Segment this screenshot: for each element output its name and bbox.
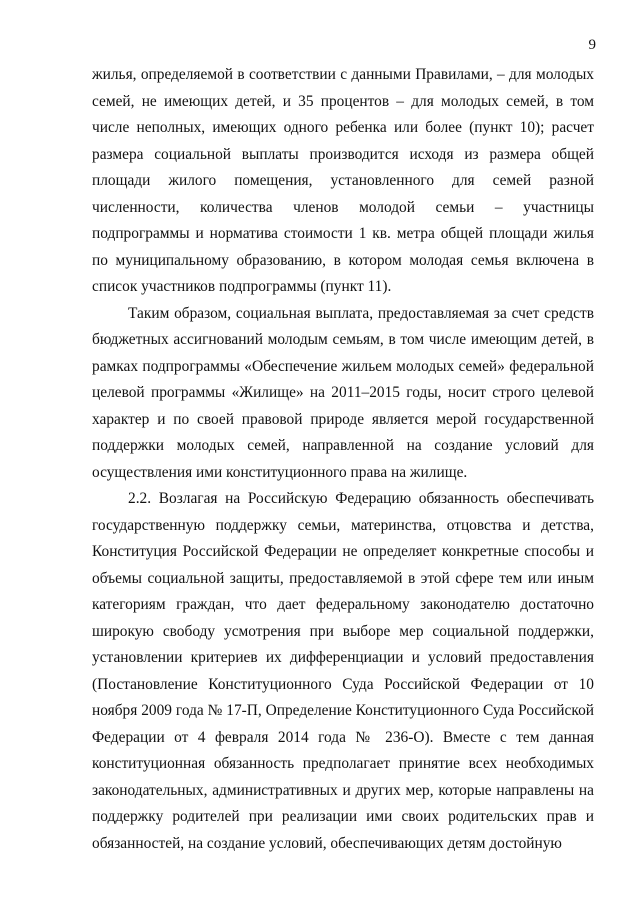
document-body xyxy=(92,62,594,857)
paragraph-section-2-2: 2.2. Возлагая на Российскую Федерацию обязанность обеспечивать государственную поддержку семьи, материнства, отцовства и детства, Конституция Российской Федерации не определяет конкретные способы и объемы социальной защиты, предоставляемой в этой сфере тем или иным категориям граждан, что дает федеральному законодателю достаточно широкую свободу усмотрения при выборе мер социальной поддержки, установлении критериев их дифференциации и условий предоставления (Постановление Конституционного Суда Российской Федерации от 10 ноября 2009 года № 17-П, Определение Конституционного Суда Российской Федерации от 4 февраля 2014 года № 236-О). Вместе с тем данная конституционная обязанность предполагает принятие всех необходимых законодательных, административных и других мер, которые направлены на поддержку родителей при реализации ими своих родительских прав и обязанностей, на создание условий, обеспечивающих детям достойную xyxy=(92,490,594,852)
page-number: 9 xyxy=(588,37,596,53)
paragraph-social-payment-summary: Таким образом, социальная выплата, предоставляемая за счет средств бюджетных ассигнований молодым семьям, в том числе имеющим детей, в рамках подпрограммы «Обеспечение жильем молодых семей» федеральной целевой программы «Жилище» на 2011–2015 годы, носит строго целевой характер и по своей правовой природе является мерой государственной поддержки молодых семей, направленной на создание условий для осуществления ими конституционного права на жилище. xyxy=(92,304,594,481)
paragraph-continuation: жилья, определяемой в соответствии с данными Правилами, – для молодых семей, не имеющих детей, и 35 процентов – для молодых семей, в том числе неполных, имеющих одного ребенка или более (пункт 10); расчет размера социальной выплаты производится исходя из размера общей площади жилого помещения, установленного для семей разной численности, количества членов молодой семьи – участницы подпрограммы и норматива стоимости 1 кв. метра общей площади жилья по муниципальному образованию, в котором молодая семья включена в список участников подпрограммы (пункт 11). xyxy=(92,66,594,295)
